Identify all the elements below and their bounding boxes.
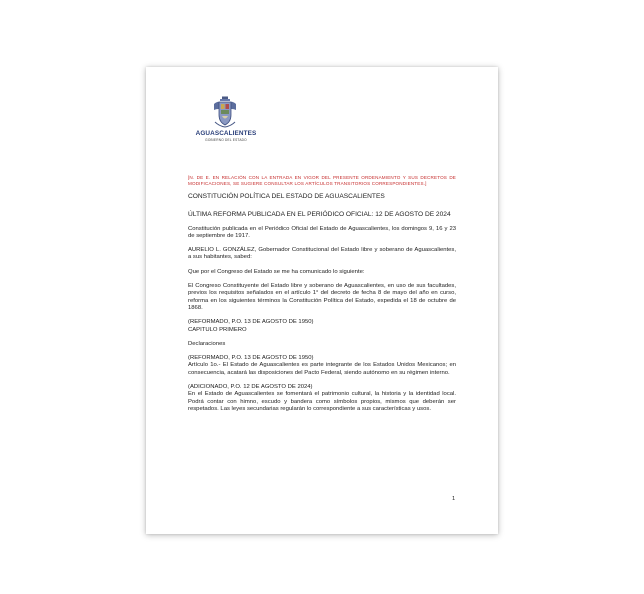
article1-text: Artículo 1o.- El Estado de Aguascalientes es parte integrante de los Estados Unidos Mexicanos; en consecuencia, acatará las disposiciones del Pacto Federal, siendo autónomo en su régimen interno. — [188, 362, 456, 376]
congress-paragraph: Que por el Congreso del Estado se me ha comunicado lo siguiente: — [188, 268, 365, 275]
declarations-heading: Declaraciones — [188, 340, 226, 347]
document-body — [188, 175, 456, 413]
document-title: CONSTITUCIÓN POLÍTICA DEL ESTADO DE AGUASCALIENTES — [188, 193, 385, 201]
brand-subtitle: GOBIERNO DEL ESTADO — [205, 137, 247, 142]
last-reform: ÚLTIMA REFORMA PUBLICADA EN EL PERIÓDICO OFICIAL: 12 DE AGOSTO DE 2024 — [188, 211, 451, 218]
constituent-paragraph: El Congreso Constituyente del Estado libre y soberano de Aguascalientes, en uso de sus facultades, previos los requisitos señalados en el artículo 1° del decreto de fecha 8 de mayo del año en curso, reforma en los siguientes términos la Constitución Política del Estado, expedida el 18 de octubre de 1868. — [188, 283, 456, 311]
page-number: 1 — [452, 496, 456, 502]
publication-paragraph: Constitución publicada en el Periódico Oficial del Estado de Aguascalientes, los domingos 9, 16 y 23 de septiembre de 1917. — [188, 225, 456, 239]
addition-text: En el Estado de Aguascalientes se fomentará el patrimonio cultural, la historia y la identidad local. Podrá contar con himno, escudo y bandera como símbolos propios, mismos que deberán ser respetados. Las leyes secundarias regularán lo correspondiente a sus características y usos. — [188, 391, 456, 412]
addition-reform-note: (ADICIONADO, P.O. 12 DE AGOSTO DE 2024) — [188, 384, 313, 391]
chapter-title: CAPITULO PRIMERO — [188, 326, 247, 333]
brand-name: AGUASCALIENTES — [195, 130, 257, 137]
editor-note: [N. DE E. EN RELACIÓN CON LA ENTRADA EN VIGOR DEL PRESENTE ORDENAMIENTO Y SUS DECRETOS DE MODIFICACIONES, SE SUGIERE CONSULTAR LOS ARTÍCULOS TRANSITORIOS CORRESPONDIENTES.] — [188, 175, 456, 187]
coat-of-arms-icon — [212, 96, 238, 128]
article1-reform-note: (REFORMADO, P.O. 13 DE AGOSTO DE 1950) — [188, 355, 314, 362]
governor-paragraph: AURELIO L. GONZÁLEZ, Gobernador Constitucional del Estado libre y soberano de Aguascalientes, a sus habitantes, sabed: — [188, 247, 456, 261]
chapter-reform-note: (REFORMADO, P.O. 13 DE AGOSTO DE 1950) — [188, 319, 314, 326]
document-page — [146, 67, 498, 534]
